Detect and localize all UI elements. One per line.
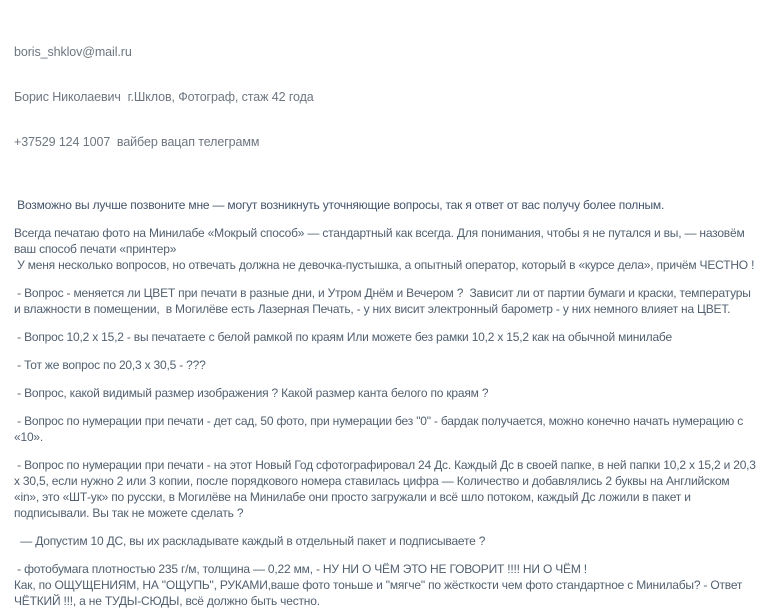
message-paragraphs [14,225,759,609]
message-paragraph: — Допустим 10 ДС, вы их раскладывате каждый в отдельный пакет и подписываете ? [14,534,486,548]
intro-note: Возможно вы лучше позвоните мне — могут возникнуть уточняющие вопросы, так я ответ от вас получу более полным. [14,198,665,212]
message-paragraph: - Вопрос - меняется ли ЦВЕТ при печати в разные дни, и Утром Днём и Вечером ? Зависит ли от партии бумаги и краски, температуры и влажности в помещении, в Могилёве есть Лазерная Печать, - у них висит электронный барометр - у них немного влияет на ЦВЕТ. [14,286,754,316]
sender-name: Борис Николаевич г.Шклов, Фотограф, стаж 42 года [14,90,314,104]
message-paragraph: - Тот же вопрос по 20,3 х 30,5 - ??? [14,358,206,372]
sender-phone: +37529 124 1007 вайбер вацап телеграмм [14,135,260,149]
message-paragraph: - Вопрос по нумерации при печати - на этот Новый Год сфотографировал 24 Дс. Каждый Дс в своей папке, в ней папки 10,2 х 15,2 и 20,3 х 30,5, если нужно 2 или 3 копии, после порядкового номера ставилась цифра — Количество и добавлялись 2 буквы на Английском «in», это «ШТ-ук» по русски, в Могилёве на Минилабе они просто загружали и всё шло потоком, каждый Дс ложили в пакет и подписывали. Вы так не можете сделать ? [14,458,759,520]
message-paragraph: - Вопрос по нумерации при печати - дет сад, 50 фото, при нумерации без "0" - бардак получается, можно конечно начать нумерацию с «10». [14,414,747,444]
sender-info [14,15,756,180]
message-paragraph: - Вопрос 10,2 х 15,2 - вы печатаете с белой рамкой по краям Или можете без рамки 10,2 х 15,2 как на обычной минилабе [14,330,672,344]
message-paragraph: - Вопрос, какой видимый размер изображения ? Какой размер канта белого по краям ? [14,386,489,400]
message-paragraph: Всегда печатаю фото на Минилабе «Мокрый способ» — стандартный как всегда. Для понимания, чтобы я не путался и вы, — назовём ваш способ печати «принтер» У меня несколько вопросов, но отвечать должна не девочка-пустышка, а опытный оператор, который в «курсе дела», причём ЧЕСТНО ! [14,226,755,272]
message-paragraph: - фотобумага плотностью 235 г/м, толщина — 0,22 мм, - НУ НИ О ЧЁМ ЭТО НЕ ГОВОРИТ !!!! НИ О ЧЁМ ! Как, по ОЩУЩЕНИЯМ, НА "ОЩУПЬ", РУКАМИ,ваше фото тоньше и "мягче" по жёсткости чем фото стандартное с Минилабы? - Ответ ЧЁТКИЙ !!!, а не ТУДЫ-СЮДЫ, всё должно быть честно. [14,562,743,608]
sender-email: boris_shklov@mail.ru [14,45,132,59]
